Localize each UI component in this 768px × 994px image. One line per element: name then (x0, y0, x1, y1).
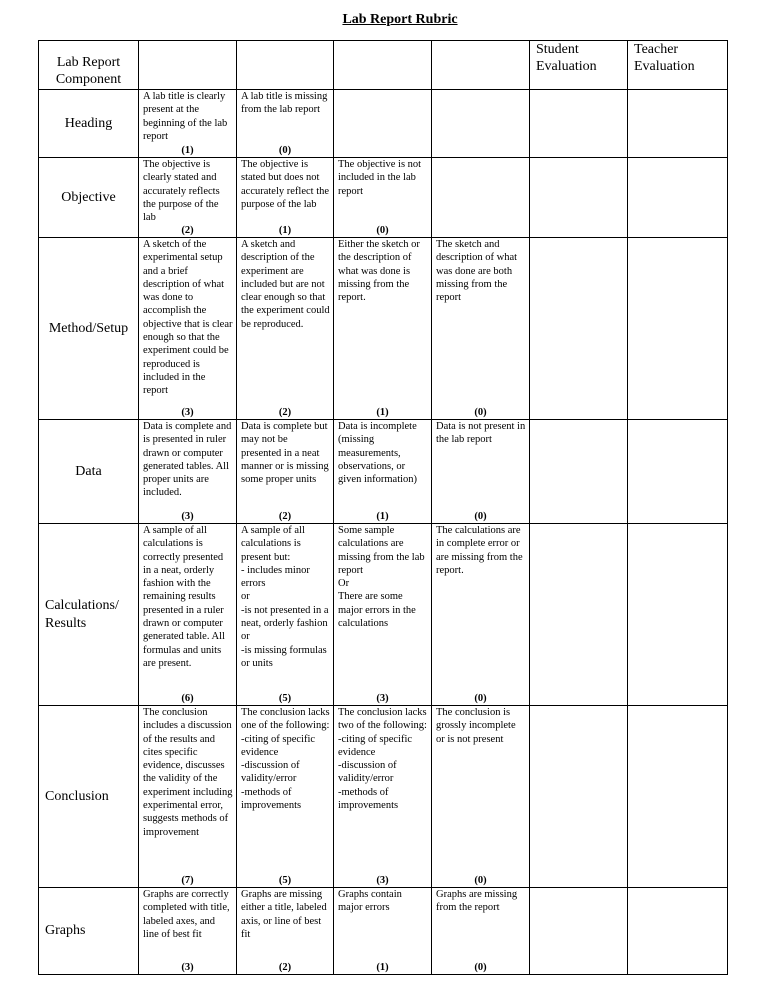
criteria-cell (334, 706, 432, 888)
criteria-cell (139, 238, 237, 420)
criteria-cell (334, 888, 432, 975)
component-cell (39, 888, 139, 975)
criteria-cell (334, 90, 432, 158)
score-label: (0) (474, 962, 487, 973)
page-title: Lab Report Rubric (342, 12, 458, 27)
criteria-cell (432, 524, 530, 706)
criteria-text: A sketch of the experimental setup and a brief description of what was done to accomplish the objective that is clear enough so that the experiment could be reproduced is included in the report (143, 239, 233, 397)
criteria-text: The objective is not included in the lab report (338, 159, 422, 197)
criteria-cell (334, 238, 432, 420)
rubric-row (39, 420, 728, 524)
header-row (39, 41, 728, 90)
criteria-cell (237, 90, 334, 158)
score-label: (1) (376, 962, 389, 973)
rubric-row (39, 158, 728, 238)
criteria-text: Data is complete but may not be presented in a neat manner or is missing some proper units (241, 421, 329, 486)
rubric-row (39, 706, 728, 888)
rubric-table (38, 40, 728, 975)
criteria-text: The objective is clearly stated and accurately reflects the purpose of the lab (143, 159, 220, 224)
score-label: (1) (376, 407, 389, 418)
header-component-label: Lab Report Component (55, 55, 122, 87)
criteria-text: A sketch and description of the experiment are included but are not clear enough so that the experiment could be reproduced. (241, 239, 330, 330)
header-component-cell (39, 41, 139, 90)
component-label: Graphs (45, 923, 86, 938)
score-label: (2) (278, 511, 292, 522)
component-label: Conclusion (45, 788, 109, 804)
criteria-text: Graphs are correctly completed with title, labeled axes, and line of best fit (143, 889, 230, 940)
header-student-evaluation: Student Evaluation (530, 41, 628, 90)
criteria-text: A lab title is missing from the lab report (241, 91, 328, 116)
rubric-row (39, 90, 728, 158)
criteria-text: The conclusion lacks one of the following: -citing of specific evidence -discussion of validity/error -methods of improvements (241, 707, 330, 812)
score-label: (0) (376, 225, 389, 236)
criteria-text: The sketch and description of what was done are both missing from the report (436, 239, 518, 304)
header-blank-cell (139, 41, 237, 90)
criteria-text: A sample of all calculations is correctly presented in a neat, orderly fashion with the remaining results presented in a ruler drawn or computer generated table. All formulas and units are present. (143, 525, 225, 669)
rubric-row (39, 238, 728, 420)
teacher-evaluation-cell (628, 238, 728, 420)
student-evaluation-cell (530, 90, 628, 158)
criteria-cell (432, 706, 530, 888)
criteria-cell (139, 524, 237, 706)
criteria-text: Data is not present in the lab report (436, 421, 526, 446)
rubric-row (39, 888, 728, 975)
score-label: (0) (474, 693, 487, 704)
component-label: Heading (64, 115, 113, 131)
student-evaluation-cell (530, 238, 628, 420)
rubric-row (39, 524, 728, 706)
teacher-evaluation-cell (628, 706, 728, 888)
criteria-cell (139, 706, 237, 888)
header-blank-cell (237, 41, 334, 90)
criteria-cell (237, 888, 334, 975)
score-label: (3) (376, 693, 389, 704)
component-cell (39, 420, 139, 524)
score-label: (3) (181, 962, 194, 973)
criteria-text: Data is complete and is presented in ruler drawn or computer generated tables. All proper units are included. (143, 421, 232, 499)
criteria-cell (432, 238, 530, 420)
score-label: (0) (474, 407, 487, 418)
criteria-cell (139, 158, 237, 238)
score-label: (3) (376, 875, 389, 886)
criteria-text: Data is incomplete (missing measurements, observations, or given information) (338, 421, 418, 486)
score-label: (1) (278, 225, 292, 236)
criteria-text: The objective is stated but does not accurately reflect the purpose of the lab (241, 159, 330, 210)
criteria-text: Graphs are missing either a title, labeled axis, or line of best fit (241, 889, 327, 940)
criteria-cell (139, 90, 237, 158)
criteria-cell (432, 420, 530, 524)
criteria-text: A sample of all calculations is present but: - includes minor errors or -is not presented in a neat, orderly fashion or -is missing formulas or units (241, 525, 329, 669)
score-label: (2) (278, 962, 292, 973)
criteria-text: The conclusion is grossly incomplete or is not present (436, 707, 516, 745)
component-cell (39, 524, 139, 706)
teacher-evaluation-cell (628, 420, 728, 524)
criteria-cell (432, 158, 530, 238)
score-label: (1) (181, 145, 194, 156)
score-label: (0) (474, 511, 487, 522)
criteria-cell (432, 90, 530, 158)
header-blank-cell (432, 41, 530, 90)
criteria-text: A lab title is clearly present at the beginning of the lab report (143, 91, 228, 142)
criteria-text: The conclusion includes a discussion of the results and cites specific evidence, discusses the validity of the experiment including experimental error, suggests methods of improvement (143, 707, 233, 838)
score-label: (0) (278, 145, 292, 156)
criteria-text: Graphs are missing from the report (436, 889, 518, 914)
component-cell (39, 90, 139, 158)
score-label: (5) (278, 875, 292, 886)
component-label: Calculations/ Results (45, 597, 119, 631)
student-evaluation-cell (530, 888, 628, 975)
student-evaluation-cell (530, 706, 628, 888)
component-cell (39, 238, 139, 420)
score-label: (6) (181, 693, 194, 704)
score-label: (5) (278, 693, 292, 704)
component-cell (39, 706, 139, 888)
criteria-cell (334, 524, 432, 706)
criteria-text: Either the sketch or the description of what was done is missing from the report. (338, 239, 420, 304)
score-label: (1) (376, 511, 389, 522)
criteria-cell (334, 158, 432, 238)
header-blank-cell (334, 41, 432, 90)
score-label: (2) (278, 407, 292, 418)
criteria-cell (237, 706, 334, 888)
criteria-cell (237, 420, 334, 524)
criteria-text: Graphs contain major errors (338, 889, 402, 914)
component-label: Data (75, 463, 102, 479)
criteria-cell (432, 888, 530, 975)
criteria-text: Some sample calculations are missing from the lab report Or There are some major errors in the calculations (338, 525, 425, 630)
criteria-text: The conclusion lacks two of the following: -citing of specific evidence -discussion of validity/error -methods of improvements (338, 707, 427, 812)
student-evaluation-cell (530, 158, 628, 238)
criteria-cell (237, 524, 334, 706)
teacher-evaluation-cell (628, 524, 728, 706)
teacher-evaluation-cell (628, 158, 728, 238)
component-label: Method/Setup (48, 320, 129, 336)
student-evaluation-cell (530, 420, 628, 524)
student-evaluation-cell (530, 524, 628, 706)
component-label: Objective (61, 189, 116, 205)
criteria-cell (237, 158, 334, 238)
score-label: (7) (181, 875, 194, 886)
score-label: (3) (181, 407, 194, 418)
score-label: (3) (181, 511, 194, 522)
score-label: (2) (181, 225, 194, 236)
criteria-cell (237, 238, 334, 420)
criteria-cell (334, 420, 432, 524)
criteria-text: The calculations are in complete error or are missing from the report. (436, 525, 523, 576)
header-teacher-evaluation: Teacher Evaluation (628, 41, 728, 90)
criteria-cell (139, 420, 237, 524)
teacher-evaluation-cell (628, 888, 728, 975)
score-label: (0) (474, 875, 487, 886)
criteria-cell (139, 888, 237, 975)
component-cell (39, 158, 139, 238)
teacher-evaluation-cell (628, 90, 728, 158)
